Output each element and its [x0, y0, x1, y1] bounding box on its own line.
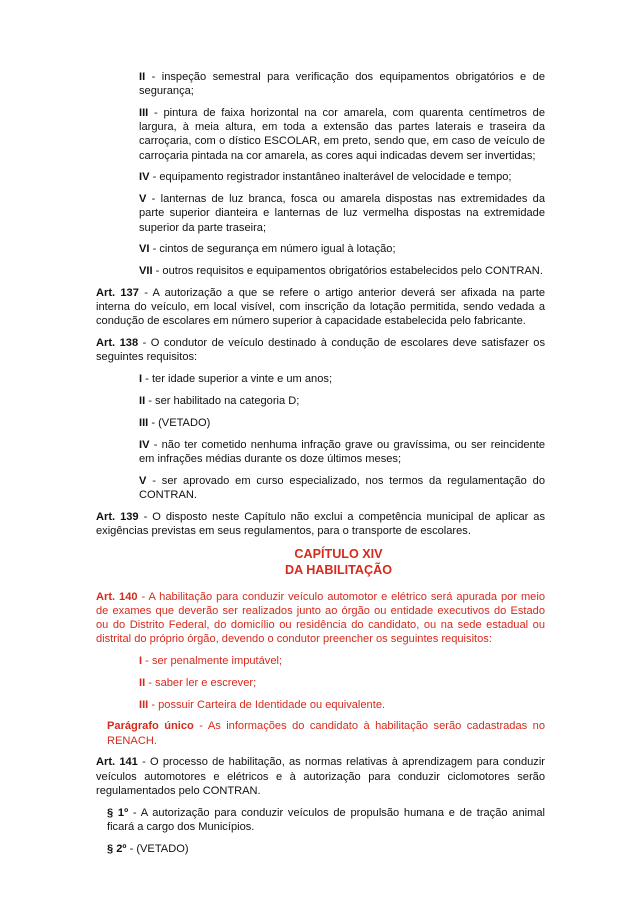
article-label: Art. 138 [96, 337, 139, 350]
document-page [96, 70, 545, 863]
inciso-label: III [139, 698, 149, 711]
inciso-label: VI [139, 243, 150, 256]
inciso-label: II [139, 676, 146, 689]
inciso-text: - não ter cometido nenhuma infração grave ou gravíssima, ou ser reincidente em infrações médias durante os doze últimos meses; [139, 438, 545, 465]
article-text: - O processo de habilitação, as normas relativas à aprendizagem para conduzir veículos automotores e elétricos e à autorização para conduzir ciclomotores serão regulamentados pelo CONTRAN. [96, 756, 545, 797]
art138-inciso-v [96, 474, 545, 502]
chapter-number: CAPÍTULO XIV [294, 547, 383, 561]
article-text: - O condutor de veículo destinado à condução de escolares deve satisfazer os seguintes requisitos: [96, 337, 546, 364]
art138-inciso-ii [96, 394, 545, 408]
article-label: Art. 139 [96, 510, 139, 523]
inciso-text: - lanternas de luz branca, fosca ou amarela dispostas nas extremidades da parte superior dianteira e lanternas de luz vermelha dispostas na extremidade superior da parte traseira; [139, 193, 545, 234]
inciso-label: I [139, 373, 143, 386]
inciso-label: V [139, 193, 147, 206]
inciso-label: V [139, 474, 147, 487]
inciso-text: - ter idade superior a vinte e um anos; [142, 373, 333, 386]
art138-inciso-iv [96, 438, 545, 466]
art140-inciso-ii [96, 676, 545, 690]
article-138 [96, 336, 545, 364]
article-text: - O disposto neste Capítulo não exclui a competência municipal de aplicar as exigências previstas em seus regulamentos, para o transporte de escolares. [96, 510, 545, 537]
article-139 [96, 510, 545, 538]
article-140 [96, 590, 545, 647]
article-label: Art. 137 [96, 287, 139, 299]
article-text: - A autorização a que se refere o artigo anterior deverá ser afixada na parte interna do veículo, em local visível, com inscrição da lotação permitida, sendo vedada a condução de escolares em número superior à capacidade estabelecida pelo fabricante. [96, 287, 545, 328]
art138-inciso-i [96, 372, 545, 386]
art141-paragraph-2 [96, 842, 545, 856]
paragraph-text: - As informações do candidato à habilitação serão cadastradas no RENACH. [107, 720, 545, 747]
inciso-text: - equipamento registrador instantâneo inalterável de velocidade e tempo; [149, 171, 512, 184]
art140-inciso-iii [96, 698, 545, 712]
art136-inciso-iv [96, 170, 545, 184]
article-141 [96, 755, 545, 798]
art136-inciso-vi [96, 242, 545, 256]
paragraph-label: § 2º [107, 842, 127, 855]
paragraph-text: - (VETADO) [126, 842, 189, 855]
inciso-text: - possuir Carteira de Identidade ou equivalente. [148, 698, 386, 711]
inciso-label: III [139, 107, 149, 119]
art136-inciso-iii [96, 106, 545, 163]
article-text: - A habilitação para conduzir veículo automotor e elétrico será apurada por meio de exames que deverão ser realizados junto ao órgão ou entidade executivos do Estado ou do Distrito Federal, do domicílio ou residência do candidato, ou na sede estadual ou distrital do próprio órgão, devendo o condutor preencher os seguintes requisitos: [96, 590, 545, 646]
art140-inciso-i [96, 654, 545, 668]
art141-paragraph-1 [96, 806, 545, 834]
art138-inciso-iii [96, 416, 545, 430]
paragraph-label: Parágrafo único [107, 720, 194, 733]
inciso-text: - inspeção semestral para verificação dos equipamentos obrigatórios e de segurança; [139, 71, 545, 98]
article-137 [96, 286, 545, 329]
paragraph-label: § 1º [107, 806, 129, 819]
inciso-text: - ser habilitado na categoria D; [145, 395, 300, 407]
article-label: Art. 140 [96, 590, 138, 603]
inciso-label: VII [139, 265, 153, 278]
chapter-heading [96, 547, 545, 579]
art136-inciso-vii [96, 264, 545, 278]
inciso-text: - saber ler e escrever; [145, 676, 257, 689]
inciso-label: I [139, 655, 143, 667]
art136-inciso-v [96, 192, 545, 235]
inciso-text: - (VETADO) [148, 416, 211, 429]
article-label: Art. 141 [96, 756, 138, 769]
inciso-text: - outros requisitos e equipamentos obrigatórios estabelecidos pelo CONTRAN. [152, 265, 543, 278]
art140-paragrafo-unico [96, 719, 545, 747]
inciso-label: II [139, 395, 146, 407]
inciso-label: IV [139, 438, 150, 451]
inciso-text: - ser aprovado em curso especializado, nos termos da regulamentação do CONTRAN. [139, 474, 545, 501]
inciso-label: III [139, 416, 149, 429]
chapter-title: DA HABILITAÇÃO [284, 562, 393, 577]
inciso-text: - cintos de segurança em número igual à lotação; [149, 243, 396, 256]
paragraph-text: - A autorização para conduzir veículos de propulsão humana e de tração animal ficará a cargo dos Municípios. [107, 806, 545, 833]
inciso-text: - ser penalmente imputável; [142, 655, 283, 667]
inciso-label: IV [139, 171, 150, 184]
art136-inciso-ii [96, 70, 545, 98]
inciso-label: II [139, 71, 146, 83]
inciso-text: - pintura de faixa horizontal na cor amarela, com quarenta centímetros de largura, à meia altura, em toda a extensão das partes laterais e traseira da carroçaria, com o dístico ESCOLAR, em preto, sendo que, em caso de veículo de carroçaria pintada na cor amarela, as cores aqui indicadas devem ser invertidas; [139, 107, 545, 162]
